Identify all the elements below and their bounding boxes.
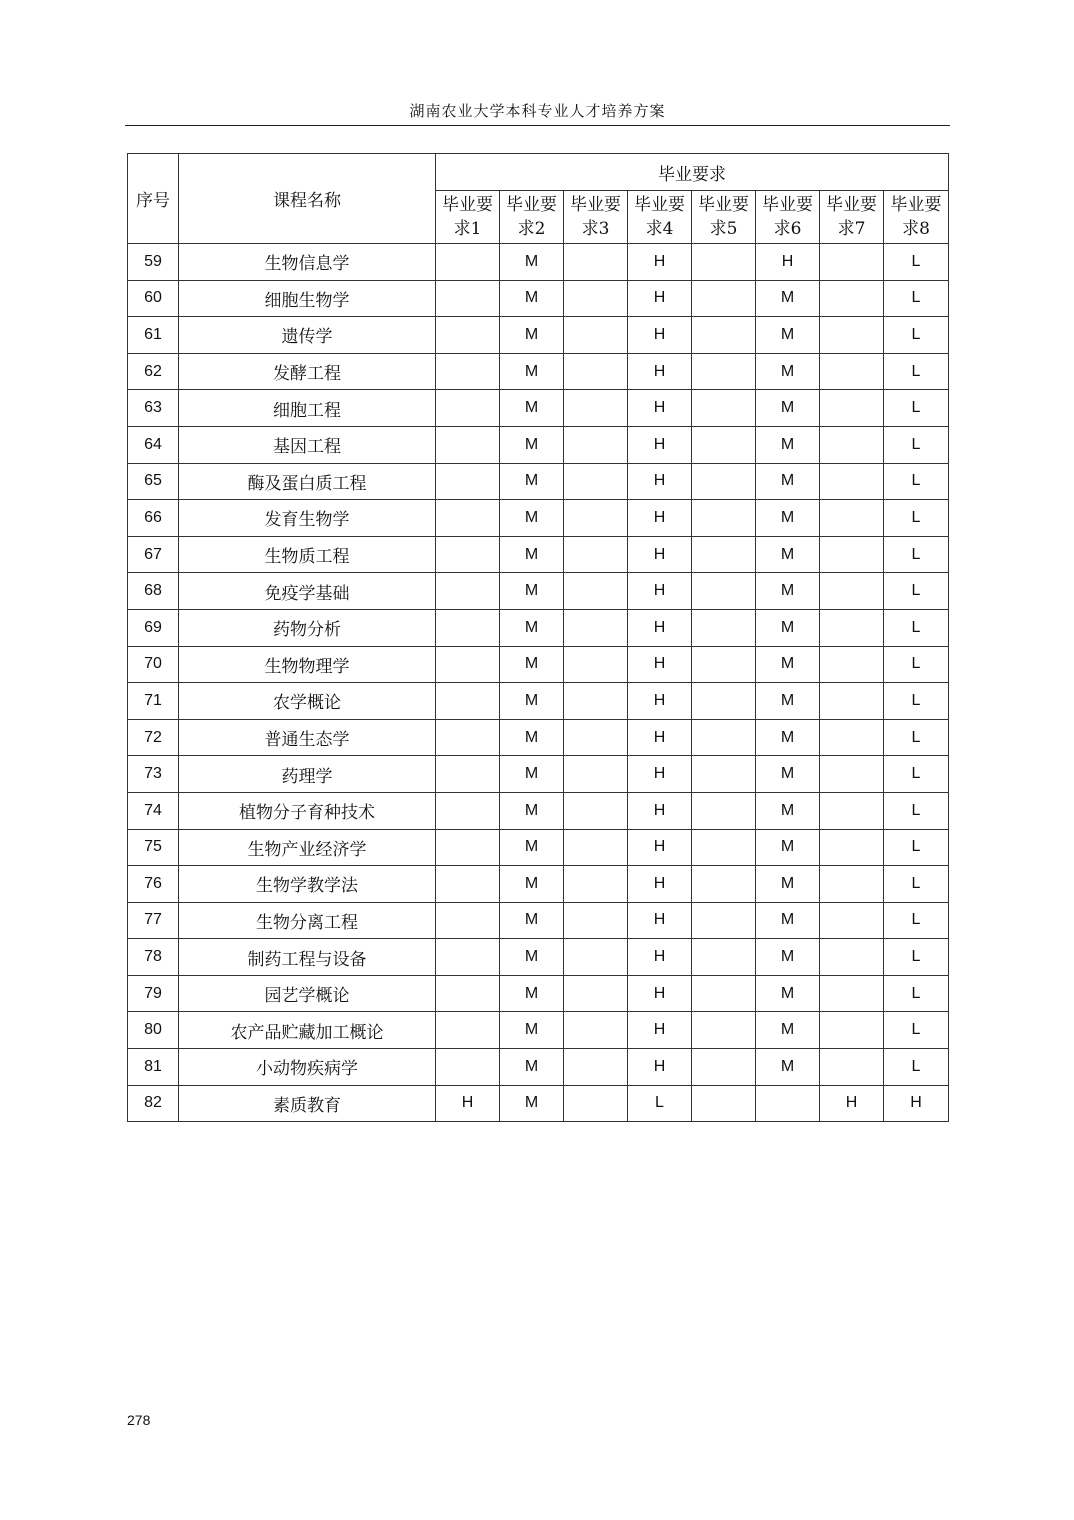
cell-requirement-4: H	[628, 1049, 692, 1086]
cell-requirement-4: H	[628, 463, 692, 500]
table-row	[128, 719, 949, 756]
cell-requirement-6: M	[756, 280, 820, 317]
cell-requirement-4: H	[628, 317, 692, 354]
cell-requirement-7	[820, 683, 884, 720]
cell-requirement-8: L	[884, 866, 949, 903]
cell-seq: 75	[128, 829, 179, 866]
cell-requirement-7	[820, 1012, 884, 1049]
cell-requirement-4: H	[628, 975, 692, 1012]
cell-requirement-3	[564, 719, 628, 756]
cell-requirement-2: M	[500, 975, 564, 1012]
requirement-header-line2: 求7	[837, 219, 866, 239]
cell-requirement-7	[820, 939, 884, 976]
table-row	[128, 1012, 949, 1049]
requirement-header-line2: 求2	[517, 219, 546, 239]
page-header-title: 湖南农业大学本科专业人才培养方案	[409, 102, 666, 120]
table-row	[128, 756, 949, 793]
cell-requirement-4: H	[628, 353, 692, 390]
cell-requirement-8: L	[884, 829, 949, 866]
cell-requirement-7	[820, 609, 884, 646]
cell-requirement-5	[692, 1085, 756, 1122]
cell-requirement-6: M	[756, 500, 820, 537]
cell-requirement-4: H	[628, 756, 692, 793]
column-header-requirement-7	[820, 191, 884, 244]
cell-course-name: 植物分子育种技术	[179, 792, 436, 829]
cell-seq: 65	[128, 463, 179, 500]
cell-seq: 66	[128, 500, 179, 537]
cell-requirement-7	[820, 390, 884, 427]
cell-seq: 76	[128, 866, 179, 903]
requirement-header-line1: 毕业要	[634, 195, 685, 215]
cell-requirement-8: L	[884, 426, 949, 463]
table-row	[128, 317, 949, 354]
cell-course-name: 生物分离工程	[179, 902, 436, 939]
column-group-header-requirements: 毕业要求	[436, 154, 949, 191]
table-row	[128, 1085, 949, 1122]
cell-seq: 81	[128, 1049, 179, 1086]
cell-seq: 70	[128, 646, 179, 683]
cell-requirement-7	[820, 573, 884, 610]
cell-requirement-7	[820, 829, 884, 866]
cell-requirement-3	[564, 939, 628, 976]
cell-requirement-7	[820, 536, 884, 573]
cell-requirement-6: H	[756, 244, 820, 281]
cell-requirement-3	[564, 390, 628, 427]
cell-requirement-5	[692, 244, 756, 281]
cell-requirement-4: H	[628, 390, 692, 427]
cell-requirement-6: M	[756, 939, 820, 976]
table-row	[128, 646, 949, 683]
cell-requirement-8: L	[884, 500, 949, 537]
cell-requirement-5	[692, 719, 756, 756]
cell-requirement-7	[820, 280, 884, 317]
cell-requirement-7	[820, 646, 884, 683]
requirement-header-line1: 毕业要	[826, 195, 877, 215]
cell-requirement-2: M	[500, 609, 564, 646]
table-row	[128, 353, 949, 390]
cell-requirement-3	[564, 646, 628, 683]
cell-requirement-4: H	[628, 683, 692, 720]
cell-requirement-7	[820, 463, 884, 500]
cell-requirement-4: H	[628, 426, 692, 463]
cell-requirement-7	[820, 975, 884, 1012]
cell-course-name: 生物信息学	[179, 244, 436, 281]
cell-requirement-8: L	[884, 683, 949, 720]
cell-requirement-6: M	[756, 646, 820, 683]
cell-requirement-4: H	[628, 244, 692, 281]
column-header-course-name: 课程名称	[179, 154, 436, 244]
cell-requirement-4: H	[628, 939, 692, 976]
cell-requirement-4: H	[628, 500, 692, 537]
cell-requirement-3	[564, 536, 628, 573]
cell-course-name: 酶及蛋白质工程	[179, 463, 436, 500]
table-row	[128, 426, 949, 463]
requirement-header-line2: 求8	[902, 219, 930, 239]
cell-requirement-3	[564, 1085, 628, 1122]
cell-requirement-5	[692, 353, 756, 390]
cell-requirement-2: M	[500, 244, 564, 281]
cell-requirement-6: M	[756, 463, 820, 500]
cell-requirement-8: L	[884, 1049, 949, 1086]
cell-requirement-4: H	[628, 792, 692, 829]
cell-seq: 74	[128, 792, 179, 829]
cell-requirement-2: M	[500, 1049, 564, 1086]
cell-requirement-2: M	[500, 1085, 564, 1122]
cell-requirement-6	[756, 1085, 820, 1122]
cell-requirement-2: M	[500, 426, 564, 463]
cell-requirement-4: H	[628, 829, 692, 866]
cell-requirement-1	[436, 609, 500, 646]
column-header-requirement-5	[692, 191, 756, 244]
cell-requirement-8: L	[884, 792, 949, 829]
cell-requirement-6: M	[756, 390, 820, 427]
cell-requirement-3	[564, 756, 628, 793]
cell-requirement-4: H	[628, 280, 692, 317]
cell-requirement-7	[820, 244, 884, 281]
cell-requirement-7	[820, 866, 884, 903]
cell-requirement-1	[436, 866, 500, 903]
cell-requirement-1	[436, 426, 500, 463]
cell-course-name: 免疫学基础	[179, 573, 436, 610]
cell-requirement-4: H	[628, 609, 692, 646]
requirement-header-line2: 求3	[581, 219, 610, 239]
column-header-requirement-1	[436, 191, 500, 244]
cell-requirement-5	[692, 426, 756, 463]
cell-requirement-2: M	[500, 463, 564, 500]
table-row	[128, 829, 949, 866]
table-row	[128, 536, 949, 573]
cell-course-name: 园艺学概论	[179, 975, 436, 1012]
table-row	[128, 939, 949, 976]
cell-requirement-2: M	[500, 1012, 564, 1049]
cell-requirement-1	[436, 683, 500, 720]
cell-requirement-5	[692, 500, 756, 537]
cell-requirement-4: L	[628, 1085, 692, 1122]
requirement-header-line1: 毕业要	[698, 195, 749, 215]
cell-requirement-3	[564, 244, 628, 281]
cell-requirement-3	[564, 1012, 628, 1049]
cell-requirement-1	[436, 829, 500, 866]
cell-requirement-6: M	[756, 829, 820, 866]
cell-requirement-5	[692, 975, 756, 1012]
cell-requirement-2: M	[500, 353, 564, 390]
cell-seq: 62	[128, 353, 179, 390]
cell-requirement-6: M	[756, 317, 820, 354]
cell-requirement-1	[436, 500, 500, 537]
cell-requirement-3	[564, 500, 628, 537]
cell-requirement-2: M	[500, 646, 564, 683]
cell-requirement-1	[436, 719, 500, 756]
cell-requirement-1	[436, 646, 500, 683]
cell-course-name: 发育生物学	[179, 500, 436, 537]
cell-requirement-5	[692, 463, 756, 500]
cell-seq: 69	[128, 609, 179, 646]
requirement-header-line1: 毕业要	[762, 195, 813, 215]
cell-requirement-8: L	[884, 939, 949, 976]
cell-requirement-8: L	[884, 536, 949, 573]
cell-course-name: 素质教育	[179, 1085, 436, 1122]
cell-course-name: 发酵工程	[179, 353, 436, 390]
cell-requirement-6: M	[756, 975, 820, 1012]
cell-requirement-8: L	[884, 244, 949, 281]
cell-requirement-1	[436, 792, 500, 829]
cell-requirement-8: L	[884, 975, 949, 1012]
cell-requirement-4: H	[628, 719, 692, 756]
cell-course-name: 小动物疾病学	[179, 1049, 436, 1086]
column-header-requirement-4	[628, 191, 692, 244]
cell-requirement-1	[436, 573, 500, 610]
cell-requirement-1	[436, 975, 500, 1012]
cell-requirement-3	[564, 280, 628, 317]
cell-requirement-2: M	[500, 500, 564, 537]
cell-requirement-1	[436, 353, 500, 390]
table-row	[128, 609, 949, 646]
cell-requirement-7	[820, 792, 884, 829]
column-header-requirement-6	[756, 191, 820, 244]
cell-requirement-5	[692, 756, 756, 793]
requirement-header-line2: 求1	[453, 219, 482, 239]
cell-requirement-1	[436, 244, 500, 281]
cell-requirement-2: M	[500, 792, 564, 829]
cell-requirement-1	[436, 463, 500, 500]
cell-course-name: 生物物理学	[179, 646, 436, 683]
cell-requirement-2: M	[500, 756, 564, 793]
cell-requirement-7	[820, 353, 884, 390]
table-row	[128, 280, 949, 317]
cell-requirement-6: M	[756, 1049, 820, 1086]
cell-requirement-8: L	[884, 646, 949, 683]
cell-requirement-2: M	[500, 939, 564, 976]
cell-requirement-6: M	[756, 426, 820, 463]
cell-requirement-5	[692, 536, 756, 573]
page-number: 278	[127, 1412, 151, 1428]
cell-requirement-4: H	[628, 1012, 692, 1049]
requirements-matrix-table	[127, 153, 949, 1122]
cell-requirement-7	[820, 756, 884, 793]
cell-seq: 77	[128, 902, 179, 939]
cell-requirement-6: M	[756, 536, 820, 573]
cell-requirement-5	[692, 902, 756, 939]
cell-course-name: 生物产业经济学	[179, 829, 436, 866]
cell-requirement-3	[564, 792, 628, 829]
requirement-header-line2: 求4	[645, 219, 674, 239]
cell-requirement-8: L	[884, 463, 949, 500]
table-row	[128, 463, 949, 500]
cell-requirement-5	[692, 317, 756, 354]
cell-course-name: 细胞生物学	[179, 280, 436, 317]
cell-requirement-7	[820, 426, 884, 463]
column-header-seq: 序号	[128, 154, 179, 244]
header-rule	[125, 125, 950, 126]
table-row	[128, 866, 949, 903]
table-row	[128, 683, 949, 720]
cell-requirement-6: M	[756, 902, 820, 939]
cell-requirement-7	[820, 317, 884, 354]
cell-requirement-7: H	[820, 1085, 884, 1122]
cell-seq: 80	[128, 1012, 179, 1049]
table-row	[128, 390, 949, 427]
cell-seq: 59	[128, 244, 179, 281]
cell-seq: 71	[128, 683, 179, 720]
cell-seq: 63	[128, 390, 179, 427]
cell-requirement-2: M	[500, 536, 564, 573]
cell-requirement-3	[564, 1049, 628, 1086]
cell-requirement-2: M	[500, 866, 564, 903]
cell-requirement-6: M	[756, 792, 820, 829]
cell-requirement-7	[820, 500, 884, 537]
table-row	[128, 1049, 949, 1086]
table-row	[128, 500, 949, 537]
cell-requirement-3	[564, 829, 628, 866]
cell-requirement-1	[436, 317, 500, 354]
cell-seq: 60	[128, 280, 179, 317]
cell-requirement-1	[436, 390, 500, 427]
cell-seq: 68	[128, 573, 179, 610]
cell-requirement-5	[692, 609, 756, 646]
cell-requirement-2: M	[500, 390, 564, 427]
cell-requirement-3	[564, 426, 628, 463]
cell-requirement-1	[436, 536, 500, 573]
cell-requirement-6: M	[756, 353, 820, 390]
cell-requirement-5	[692, 280, 756, 317]
column-header-requirement-8	[884, 191, 949, 244]
cell-requirement-4: H	[628, 536, 692, 573]
table-row	[128, 244, 949, 281]
requirement-header-line2: 求5	[709, 219, 738, 239]
cell-requirement-7	[820, 719, 884, 756]
cell-requirement-2: M	[500, 280, 564, 317]
cell-requirement-8: L	[884, 280, 949, 317]
cell-requirement-6: M	[756, 1012, 820, 1049]
cell-requirement-2: M	[500, 719, 564, 756]
cell-requirement-5	[692, 1012, 756, 1049]
cell-requirement-4: H	[628, 866, 692, 903]
requirement-header-line2: 求6	[773, 219, 802, 239]
table-row	[128, 902, 949, 939]
cell-requirement-2: M	[500, 683, 564, 720]
requirement-header-line1: 毕业要	[506, 195, 557, 215]
cell-requirement-6: M	[756, 866, 820, 903]
cell-requirement-5	[692, 792, 756, 829]
cell-course-name: 农学概论	[179, 683, 436, 720]
cell-requirement-2: M	[500, 573, 564, 610]
cell-requirement-5	[692, 646, 756, 683]
cell-course-name: 制药工程与设备	[179, 939, 436, 976]
cell-requirement-5	[692, 573, 756, 610]
cell-requirement-6: M	[756, 573, 820, 610]
cell-requirement-6: M	[756, 719, 820, 756]
cell-requirement-6: M	[756, 683, 820, 720]
cell-requirement-8: L	[884, 756, 949, 793]
requirement-header-line1: 毕业要	[570, 195, 621, 215]
cell-requirement-3	[564, 975, 628, 1012]
cell-requirement-4: H	[628, 646, 692, 683]
table-row	[128, 975, 949, 1012]
column-header-requirement-3	[564, 191, 628, 244]
cell-requirement-3	[564, 683, 628, 720]
table-row	[128, 573, 949, 610]
cell-requirement-3	[564, 902, 628, 939]
cell-requirement-3	[564, 609, 628, 646]
cell-requirement-6: M	[756, 756, 820, 793]
cell-course-name: 生物质工程	[179, 536, 436, 573]
requirement-header-line1: 毕业要	[890, 195, 942, 215]
cell-requirement-8: L	[884, 609, 949, 646]
cell-requirement-4: H	[628, 902, 692, 939]
cell-requirement-3	[564, 353, 628, 390]
cell-requirement-8: L	[884, 573, 949, 610]
cell-requirement-3	[564, 866, 628, 903]
cell-seq: 64	[128, 426, 179, 463]
cell-course-name: 生物学教学法	[179, 866, 436, 903]
cell-requirement-7	[820, 902, 884, 939]
cell-requirement-8: L	[884, 390, 949, 427]
cell-requirement-5	[692, 939, 756, 976]
cell-seq: 78	[128, 939, 179, 976]
cell-requirement-5	[692, 390, 756, 427]
cell-requirement-1	[436, 280, 500, 317]
cell-course-name: 药理学	[179, 756, 436, 793]
table-row	[128, 792, 949, 829]
cell-requirement-4: H	[628, 573, 692, 610]
cell-requirement-5	[692, 683, 756, 720]
cell-seq: 67	[128, 536, 179, 573]
cell-requirement-3	[564, 463, 628, 500]
cell-requirement-3	[564, 317, 628, 354]
cell-requirement-5	[692, 829, 756, 866]
column-header-requirement-2	[500, 191, 564, 244]
cell-requirement-1	[436, 1049, 500, 1086]
cell-requirement-6: M	[756, 609, 820, 646]
cell-requirement-8: L	[884, 1012, 949, 1049]
cell-requirement-1	[436, 902, 500, 939]
cell-course-name: 药物分析	[179, 609, 436, 646]
cell-requirement-8: L	[884, 353, 949, 390]
cell-seq: 61	[128, 317, 179, 354]
cell-seq: 82	[128, 1085, 179, 1122]
cell-requirement-1: H	[436, 1085, 500, 1122]
cell-seq: 79	[128, 975, 179, 1012]
cell-requirement-1	[436, 939, 500, 976]
cell-requirement-2: M	[500, 902, 564, 939]
cell-course-name: 基因工程	[179, 426, 436, 463]
cell-requirement-8: H	[884, 1085, 949, 1122]
cell-requirement-3	[564, 573, 628, 610]
cell-requirement-2: M	[500, 829, 564, 866]
cell-requirement-1	[436, 1012, 500, 1049]
cell-requirement-7	[820, 1049, 884, 1086]
cell-course-name: 细胞工程	[179, 390, 436, 427]
cell-course-name: 农产品贮藏加工概论	[179, 1012, 436, 1049]
cell-seq: 73	[128, 756, 179, 793]
cell-requirement-1	[436, 756, 500, 793]
requirement-header-line1: 毕业要	[442, 195, 493, 215]
cell-requirement-8: L	[884, 902, 949, 939]
cell-course-name: 遗传学	[179, 317, 436, 354]
cell-requirement-5	[692, 866, 756, 903]
cell-seq: 72	[128, 719, 179, 756]
cell-requirement-5	[692, 1049, 756, 1086]
cell-course-name: 普通生态学	[179, 719, 436, 756]
cell-requirement-8: L	[884, 719, 949, 756]
cell-requirement-8: L	[884, 317, 949, 354]
cell-requirement-2: M	[500, 317, 564, 354]
